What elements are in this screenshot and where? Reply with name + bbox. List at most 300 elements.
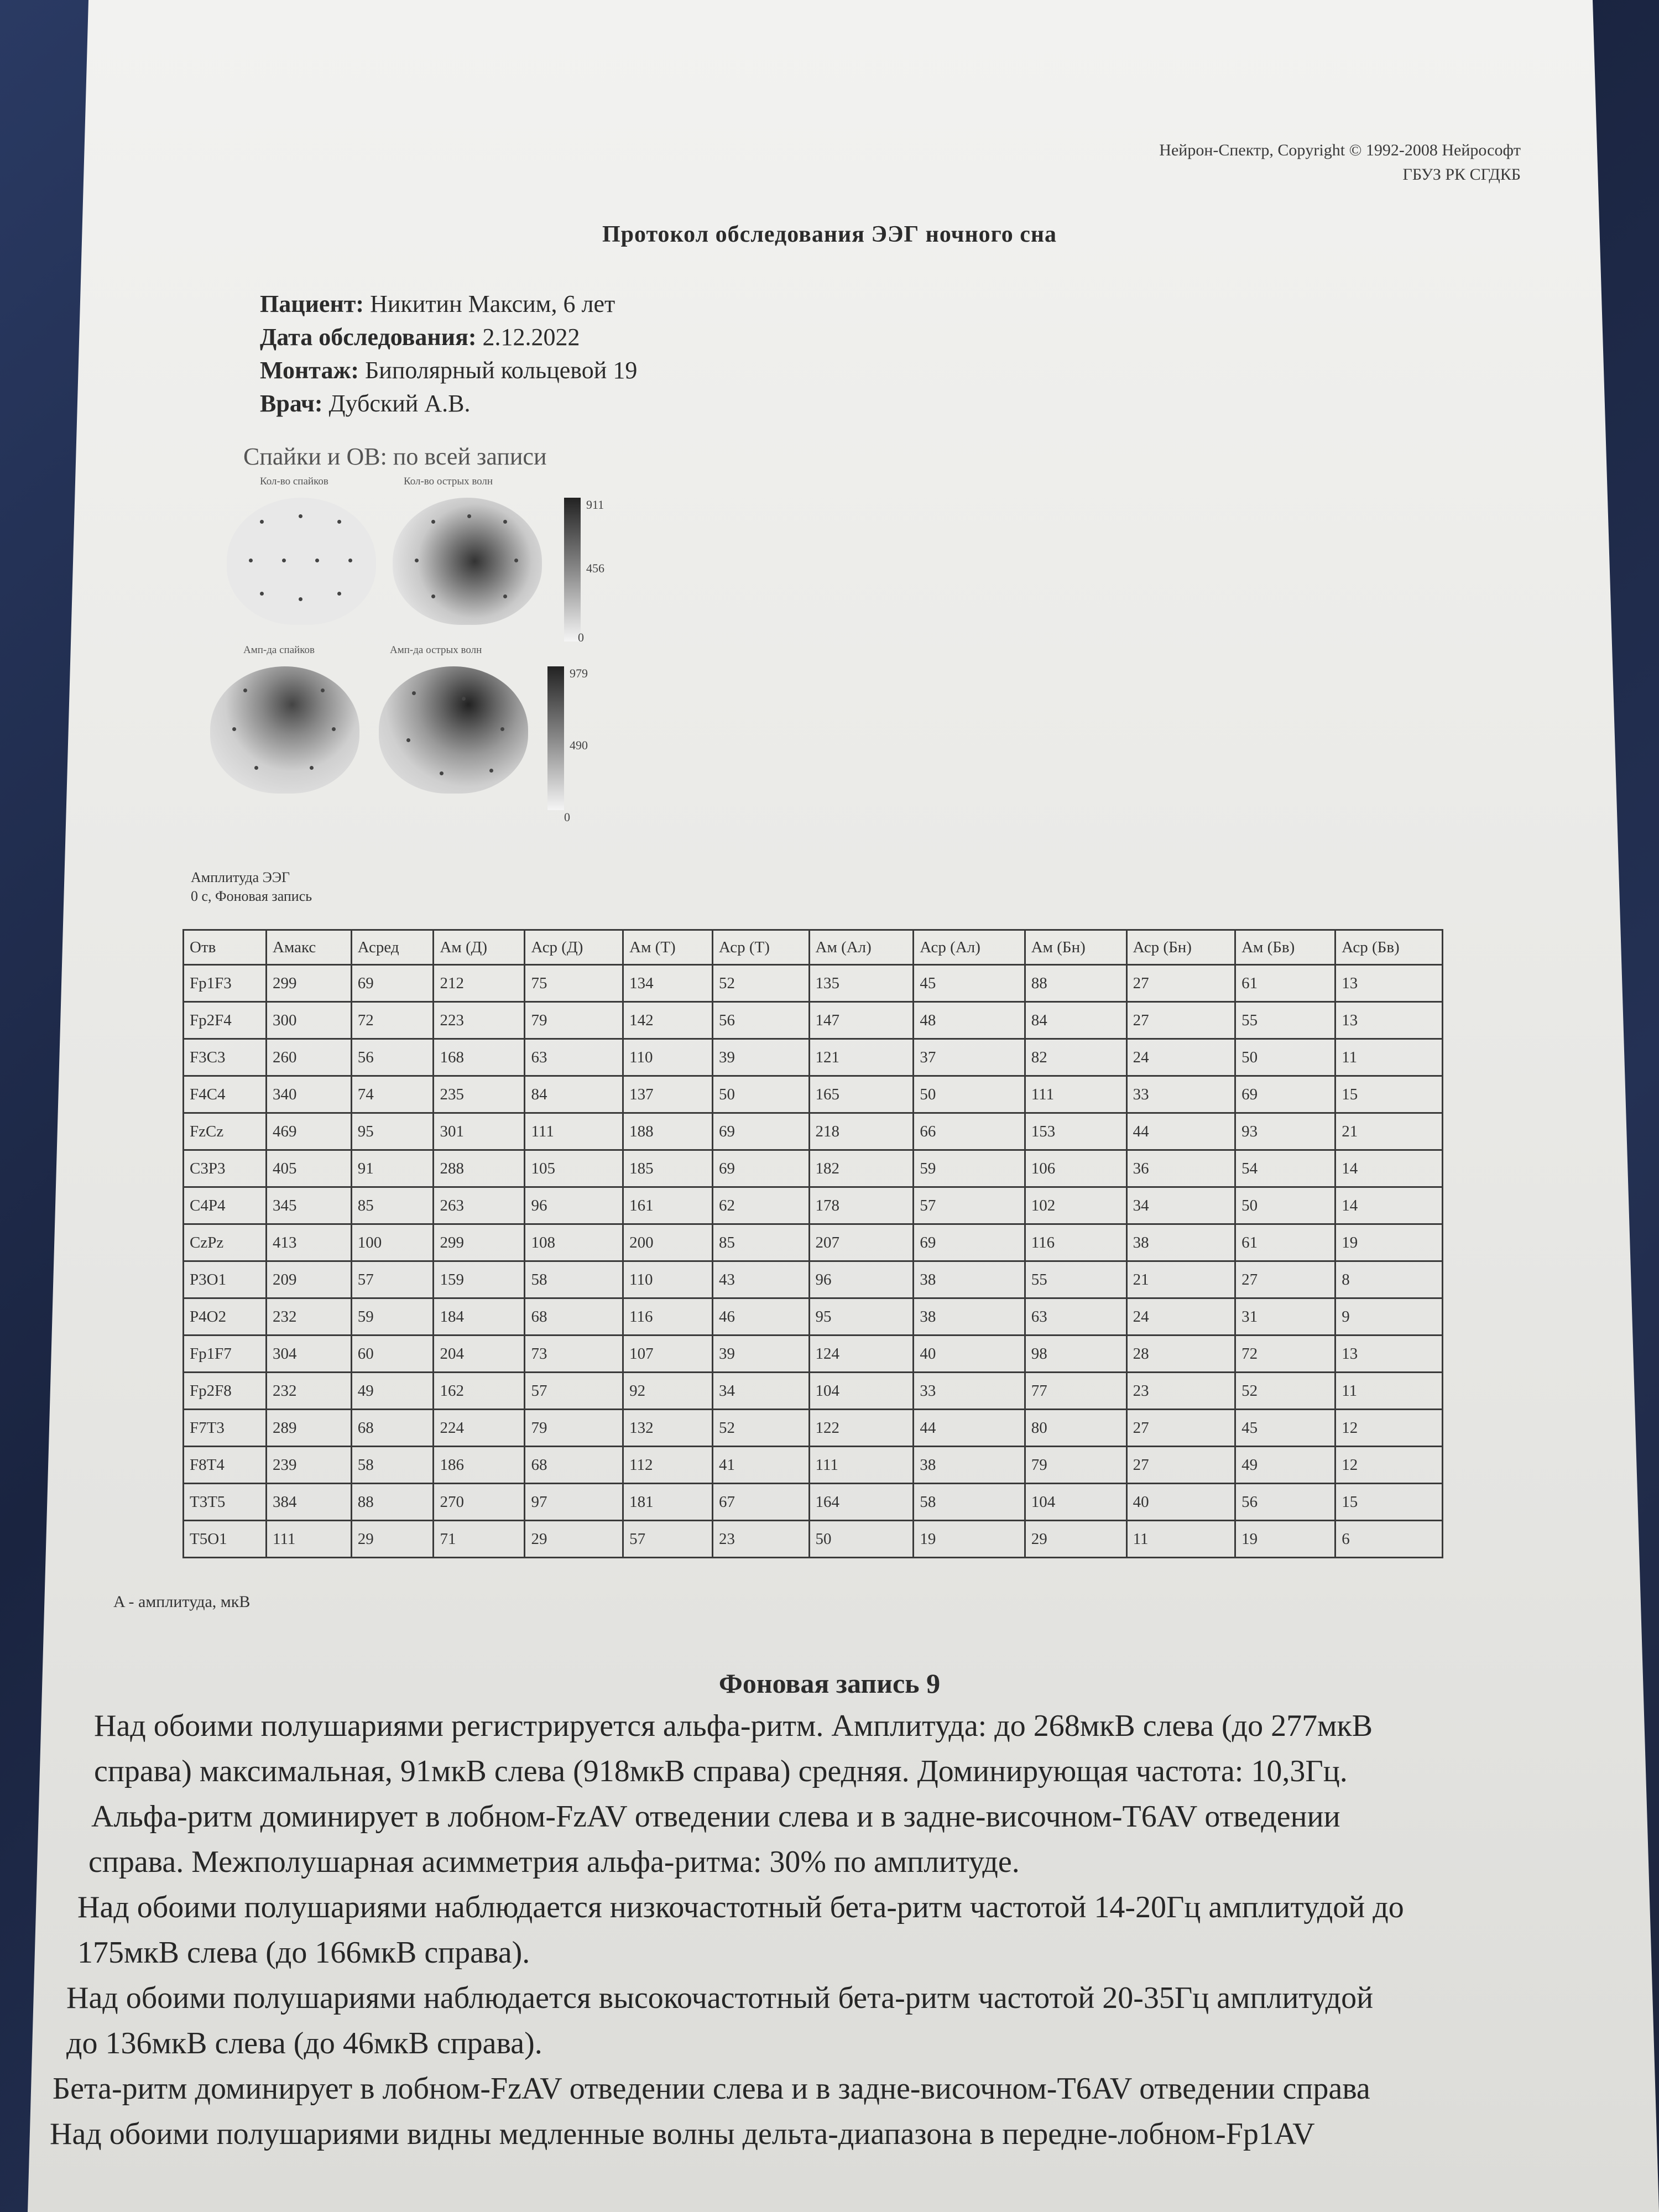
value-cell: 111 [267, 1521, 352, 1558]
value-cell: 178 [809, 1187, 914, 1224]
value-cell: 50 [713, 1076, 810, 1113]
value-cell: 209 [267, 1261, 352, 1298]
lead-cell: Fp2F8 [184, 1373, 267, 1410]
value-cell: 165 [809, 1076, 914, 1113]
value-cell: 142 [623, 1002, 713, 1039]
organization-line: ГБУЗ РК СГДКБ [1402, 165, 1521, 184]
electrode-dot [260, 592, 264, 596]
electrode-dot [243, 688, 247, 692]
value-cell: 50 [1235, 1039, 1335, 1076]
value-cell: 98 [1025, 1335, 1126, 1373]
value-cell: 218 [809, 1113, 914, 1150]
electrode-dot [503, 594, 507, 598]
value-cell: 39 [713, 1335, 810, 1373]
value-cell: 63 [525, 1039, 623, 1076]
value-cell: 405 [267, 1150, 352, 1187]
text-line: Над обоими полушариями регистрируется альфа-ритм. Амплитуда: до 268мкВ слева (до 277мкВ [94, 1709, 1373, 1743]
value-cell: 299 [267, 965, 352, 1002]
value-cell: 200 [623, 1224, 713, 1261]
value-cell: 29 [351, 1521, 434, 1558]
value-cell: 105 [525, 1150, 623, 1187]
electrode-dot [431, 520, 435, 524]
value-cell: 19 [1235, 1521, 1335, 1558]
date-value: 2.12.2022 [482, 324, 580, 351]
value-cell: 55 [1235, 1002, 1335, 1039]
table-row [184, 1224, 1443, 1261]
electrode-dot [412, 691, 416, 695]
value-cell: 19 [914, 1521, 1025, 1558]
text-line: Над обоими полушариями видны медленные волны дельта-диапазона в передне-лобном-Fp1AV [50, 2117, 1315, 2151]
lead-cell: FzCz [184, 1113, 267, 1150]
value-cell: 112 [623, 1447, 713, 1484]
value-cell: 124 [809, 1335, 914, 1373]
value-cell: 24 [1126, 1039, 1235, 1076]
value-cell: 23 [713, 1521, 810, 1558]
value-cell: 45 [1235, 1410, 1335, 1447]
value-cell: 15 [1335, 1484, 1443, 1521]
date-row [260, 321, 637, 354]
value-cell: 132 [623, 1410, 713, 1447]
value-cell: 116 [623, 1298, 713, 1335]
value-cell: 122 [809, 1410, 914, 1447]
value-cell: 304 [267, 1335, 352, 1373]
value-cell: 50 [914, 1076, 1025, 1113]
value-cell: 38 [1126, 1224, 1235, 1261]
spikes-heading: Спайки и ОВ: по всей записи [243, 443, 547, 470]
value-cell: 301 [434, 1113, 525, 1150]
value-cell: 68 [525, 1298, 623, 1335]
value-cell: 13 [1335, 1002, 1443, 1039]
table-row [184, 1335, 1443, 1373]
value-cell: 79 [525, 1002, 623, 1039]
value-cell: 56 [351, 1039, 434, 1076]
value-cell: 34 [1126, 1187, 1235, 1224]
table-row [184, 1521, 1443, 1558]
value-cell: 31 [1235, 1298, 1335, 1335]
value-cell: 134 [623, 965, 713, 1002]
value-cell: 45 [914, 965, 1025, 1002]
value-cell: 54 [1235, 1150, 1335, 1187]
patient-value: Никитин Максим, 6 лет [370, 290, 615, 317]
value-cell: 232 [267, 1298, 352, 1335]
value-cell: 11 [1126, 1521, 1235, 1558]
doctor-value: Дубский А.В. [328, 390, 471, 417]
section-title: Фоновая запись 9 [718, 1668, 941, 1699]
value-cell: 38 [914, 1447, 1025, 1484]
value-cell: 8 [1335, 1261, 1443, 1298]
value-cell: 340 [267, 1076, 352, 1113]
value-cell: 43 [713, 1261, 810, 1298]
electrode-dot [337, 520, 341, 524]
amplitude-subheading: 0 с, Фоновая запись [191, 888, 312, 904]
column-header: Ам (Бн) [1025, 930, 1126, 965]
value-cell: 92 [623, 1373, 713, 1410]
table-row [184, 1447, 1443, 1484]
electrode-dot [299, 597, 302, 601]
electrode-dot [310, 766, 314, 770]
value-cell: 299 [434, 1224, 525, 1261]
montage-label: Монтаж: [260, 357, 359, 384]
value-cell: 73 [525, 1335, 623, 1373]
column-header: Асред [351, 930, 434, 965]
value-cell: 88 [351, 1484, 434, 1521]
value-cell: 104 [809, 1373, 914, 1410]
electrode-dot [348, 559, 352, 562]
montage-row [260, 354, 637, 387]
value-cell: 14 [1335, 1150, 1443, 1187]
scale-min-label: 0 [578, 630, 584, 644]
value-cell: 69 [713, 1150, 810, 1187]
lead-cell: T5O1 [184, 1521, 267, 1558]
montage-value: Биполярный кольцевой 19 [365, 357, 638, 384]
text-line: справа. Межполушарная асимметрия альфа-ритма: 30% по амплитуде. [88, 1845, 1020, 1879]
value-cell: 44 [1126, 1113, 1235, 1150]
electrode-dot [299, 514, 302, 518]
value-cell: 40 [914, 1335, 1025, 1373]
value-cell: 57 [525, 1373, 623, 1410]
value-cell: 137 [623, 1076, 713, 1113]
value-cell: 69 [713, 1113, 810, 1150]
value-cell: 116 [1025, 1224, 1126, 1261]
value-cell: 181 [623, 1484, 713, 1521]
value-cell: 147 [809, 1002, 914, 1039]
value-cell: 300 [267, 1002, 352, 1039]
color-scale-counts [564, 498, 581, 641]
value-cell: 57 [623, 1521, 713, 1558]
value-cell: 96 [809, 1261, 914, 1298]
value-cell: 57 [914, 1187, 1025, 1224]
value-cell: 61 [1235, 1224, 1335, 1261]
value-cell: 34 [713, 1373, 810, 1410]
value-cell: 15 [1335, 1076, 1443, 1113]
text-line: Над обоими полушариями наблюдается высокочастотный бета-ритм частотой 20-35Гц амплитудой [66, 1981, 1374, 2015]
map-caption-wave-count: Кол-во острых волн [404, 476, 493, 487]
value-cell: 223 [434, 1002, 525, 1039]
value-cell: 49 [1235, 1447, 1335, 1484]
value-cell: 52 [713, 965, 810, 1002]
lead-cell: F4C4 [184, 1076, 267, 1113]
value-cell: 107 [623, 1335, 713, 1373]
value-cell: 58 [525, 1261, 623, 1298]
value-cell: 97 [525, 1484, 623, 1521]
value-cell: 82 [1025, 1039, 1126, 1076]
document-title: Протокол обследования ЭЭГ ночного сна [602, 222, 1057, 247]
table-row [184, 1373, 1443, 1410]
value-cell: 27 [1126, 1410, 1235, 1447]
table-row [184, 1261, 1443, 1298]
head-map-spike-amp [210, 666, 359, 794]
table-row [184, 965, 1443, 1002]
table-body [184, 965, 1443, 1558]
value-cell: 21 [1126, 1261, 1235, 1298]
value-cell: 13 [1335, 965, 1443, 1002]
value-cell: 38 [914, 1261, 1025, 1298]
electrode-dot [321, 688, 325, 692]
value-cell: 68 [525, 1447, 623, 1484]
value-cell: 77 [1025, 1373, 1126, 1410]
table-row [184, 1113, 1443, 1150]
electrode-dot [514, 559, 518, 562]
electrode-dot [337, 592, 341, 596]
value-cell: 9 [1335, 1298, 1443, 1335]
value-cell: 111 [1025, 1076, 1126, 1113]
value-cell: 207 [809, 1224, 914, 1261]
value-cell: 68 [351, 1410, 434, 1447]
doctor-label: Врач: [260, 390, 323, 417]
value-cell: 224 [434, 1410, 525, 1447]
electrode-dot [406, 738, 410, 742]
doctor-row [260, 387, 637, 420]
value-cell: 159 [434, 1261, 525, 1298]
value-cell: 79 [525, 1410, 623, 1447]
map-caption-spike-count: Кол-во спайков [260, 476, 328, 487]
electrode-dot [260, 520, 264, 524]
value-cell: 11 [1335, 1039, 1443, 1076]
value-cell: 48 [914, 1002, 1025, 1039]
value-cell: 270 [434, 1484, 525, 1521]
value-cell: 56 [1235, 1484, 1335, 1521]
value-cell: 469 [267, 1113, 352, 1150]
value-cell: 91 [351, 1150, 434, 1187]
value-cell: 58 [351, 1447, 434, 1484]
value-cell: 49 [351, 1373, 434, 1410]
lead-cell: P4O2 [184, 1298, 267, 1335]
head-map-wave-amp [379, 666, 528, 794]
lead-cell: P3O1 [184, 1261, 267, 1298]
value-cell: 39 [713, 1039, 810, 1076]
value-cell: 345 [267, 1187, 352, 1224]
head-map-spike-count [227, 498, 376, 625]
column-header: Аср (Д) [525, 930, 623, 965]
electrode-dot [467, 514, 471, 518]
lead-cell: C3P3 [184, 1150, 267, 1187]
table-row [184, 1410, 1443, 1447]
value-cell: 41 [713, 1447, 810, 1484]
value-cell: 66 [914, 1113, 1025, 1150]
value-cell: 239 [267, 1447, 352, 1484]
value-cell: 28 [1126, 1335, 1235, 1373]
value-cell: 235 [434, 1076, 525, 1113]
value-cell: 161 [623, 1187, 713, 1224]
value-cell: 50 [809, 1521, 914, 1558]
lead-cell: Fp2F4 [184, 1002, 267, 1039]
electrode-dot [282, 559, 286, 562]
value-cell: 59 [914, 1150, 1025, 1187]
column-header: Амакс [267, 930, 352, 965]
value-cell: 12 [1335, 1447, 1443, 1484]
amplitude-table [182, 929, 1443, 1558]
value-cell: 153 [1025, 1113, 1126, 1150]
text-line: справа) максимальная, 91мкВ слева (918мкВ справа) средняя. Доминирующая частота: 10,3Гц. [94, 1754, 1348, 1788]
value-cell: 61 [1235, 965, 1335, 1002]
value-cell: 96 [525, 1187, 623, 1224]
electrode-dot [254, 766, 258, 770]
value-cell: 27 [1126, 1002, 1235, 1039]
value-cell: 69 [1235, 1076, 1335, 1113]
value-cell: 62 [713, 1187, 810, 1224]
value-cell: 60 [351, 1335, 434, 1373]
value-cell: 106 [1025, 1150, 1126, 1187]
value-cell: 95 [351, 1113, 434, 1150]
copyright-line: Нейрон-Спектр, Copyright © 1992-2008 Нейрософт [1159, 141, 1521, 159]
map-caption-wave-amp: Амп-да острых волн [390, 644, 482, 656]
scale-mid-label: 490 [570, 738, 588, 752]
table-row [184, 1150, 1443, 1187]
value-cell: 413 [267, 1224, 352, 1261]
value-cell: 56 [713, 1002, 810, 1039]
value-cell: 80 [1025, 1410, 1126, 1447]
value-cell: 21 [1335, 1113, 1443, 1150]
head-map-wave-count [393, 498, 542, 625]
value-cell: 50 [1235, 1187, 1335, 1224]
value-cell: 232 [267, 1373, 352, 1410]
value-cell: 27 [1126, 965, 1235, 1002]
amplitude-heading-block [191, 868, 312, 906]
value-cell: 40 [1126, 1484, 1235, 1521]
value-cell: 84 [525, 1076, 623, 1113]
value-cell: 37 [914, 1039, 1025, 1076]
value-cell: 55 [1025, 1261, 1126, 1298]
patient-info [260, 288, 637, 420]
lead-cell: F3C3 [184, 1039, 267, 1076]
electrode-dot [315, 559, 319, 562]
value-cell: 135 [809, 965, 914, 1002]
column-header: Ам (Бв) [1235, 930, 1335, 965]
value-cell: 52 [1235, 1373, 1335, 1410]
table-row [184, 1039, 1443, 1076]
column-header: Ам (Ал) [809, 930, 914, 965]
value-cell: 38 [914, 1298, 1025, 1335]
table-row [184, 1076, 1443, 1113]
value-cell: 184 [434, 1298, 525, 1335]
value-cell: 100 [351, 1224, 434, 1261]
column-header: Аср (Ал) [914, 930, 1025, 965]
value-cell: 188 [623, 1113, 713, 1150]
electrode-dot [232, 727, 236, 731]
value-cell: 108 [525, 1224, 623, 1261]
scale-min-label: 0 [564, 810, 570, 824]
electrode-dot [249, 559, 253, 562]
text-line: Над обоими полушариями наблюдается низкочастотный бета-ритм частотой 14-20Гц амплитудой до [77, 1890, 1404, 1924]
patient-row [260, 288, 637, 321]
value-cell: 85 [713, 1224, 810, 1261]
value-cell: 57 [351, 1261, 434, 1298]
table-row [184, 1298, 1443, 1335]
electrode-dot [462, 697, 466, 701]
value-cell: 72 [351, 1002, 434, 1039]
scale-max-label: 911 [586, 498, 604, 512]
text-line: Бета-ритм доминирует в лобном-FzAV отведении слева и в задне-височном-T6AV отведении справа [53, 2072, 1370, 2106]
value-cell: 162 [434, 1373, 525, 1410]
lead-cell: F8T4 [184, 1447, 267, 1484]
lead-cell: Fp1F3 [184, 965, 267, 1002]
value-cell: 63 [1025, 1298, 1126, 1335]
lead-cell: C4P4 [184, 1187, 267, 1224]
value-cell: 33 [1126, 1076, 1235, 1113]
value-cell: 212 [434, 965, 525, 1002]
value-cell: 33 [914, 1373, 1025, 1410]
value-cell: 185 [623, 1150, 713, 1187]
value-cell: 88 [1025, 965, 1126, 1002]
date-label: Дата обследования: [260, 324, 477, 351]
electrode-dot [489, 769, 493, 773]
value-cell: 52 [713, 1410, 810, 1447]
value-cell: 13 [1335, 1335, 1443, 1373]
electrode-dot [440, 771, 444, 775]
amplitude-heading: Амплитуда ЭЭГ [191, 869, 290, 885]
electrode-dot [332, 727, 336, 731]
value-cell: 260 [267, 1039, 352, 1076]
lead-cell: CzPz [184, 1224, 267, 1261]
value-cell: 85 [351, 1187, 434, 1224]
value-cell: 186 [434, 1447, 525, 1484]
table-row [184, 1002, 1443, 1039]
electrode-dot [431, 594, 435, 598]
value-cell: 121 [809, 1039, 914, 1076]
copyright-block [1159, 138, 1521, 187]
value-cell: 27 [1126, 1447, 1235, 1484]
value-cell: 95 [809, 1298, 914, 1335]
value-cell: 67 [713, 1484, 810, 1521]
table-row [184, 1484, 1443, 1521]
value-cell: 84 [1025, 1002, 1126, 1039]
lead-cell: T3T5 [184, 1484, 267, 1521]
table-header-row [184, 930, 1443, 965]
value-cell: 14 [1335, 1187, 1443, 1224]
value-cell: 104 [1025, 1484, 1126, 1521]
value-cell: 12 [1335, 1410, 1443, 1447]
value-cell: 288 [434, 1150, 525, 1187]
text-line: Альфа-ритм доминирует в лобном-FzAV отведении слева и в задне-височном-T6AV отведении [91, 1799, 1340, 1834]
electrode-dot [503, 520, 507, 524]
value-cell: 46 [713, 1298, 810, 1335]
value-cell: 182 [809, 1150, 914, 1187]
value-cell: 69 [351, 965, 434, 1002]
value-cell: 24 [1126, 1298, 1235, 1335]
value-cell: 29 [1025, 1521, 1126, 1558]
column-header: Отв [184, 930, 267, 965]
value-cell: 6 [1335, 1521, 1443, 1558]
value-cell: 23 [1126, 1373, 1235, 1410]
color-scale-amplitudes [547, 666, 564, 810]
value-cell: 75 [525, 965, 623, 1002]
spike-maps [210, 476, 653, 841]
value-cell: 93 [1235, 1113, 1335, 1150]
text-line: до 136мкВ слева (до 46мкВ справа). [66, 2026, 542, 2060]
scale-max-label: 979 [570, 666, 588, 680]
value-cell: 44 [914, 1410, 1025, 1447]
column-header: Аср (Бв) [1335, 930, 1443, 965]
scale-mid-label: 456 [586, 561, 604, 575]
value-cell: 11 [1335, 1373, 1443, 1410]
value-cell: 59 [351, 1298, 434, 1335]
column-header: Ам (Т) [623, 930, 713, 965]
value-cell: 79 [1025, 1447, 1126, 1484]
value-cell: 72 [1235, 1335, 1335, 1373]
value-cell: 204 [434, 1335, 525, 1373]
text-line: 175мкВ слева (до 166мкВ справа). [77, 1936, 530, 1970]
value-cell: 384 [267, 1484, 352, 1521]
value-cell: 29 [525, 1521, 623, 1558]
column-header: Аср (Т) [713, 930, 810, 965]
table-row [184, 1187, 1443, 1224]
electrode-dot [500, 727, 504, 731]
lead-cell: Fp1F7 [184, 1335, 267, 1373]
value-cell: 74 [351, 1076, 434, 1113]
value-cell: 71 [434, 1521, 525, 1558]
value-cell: 164 [809, 1484, 914, 1521]
patient-label: Пациент: [260, 290, 364, 317]
